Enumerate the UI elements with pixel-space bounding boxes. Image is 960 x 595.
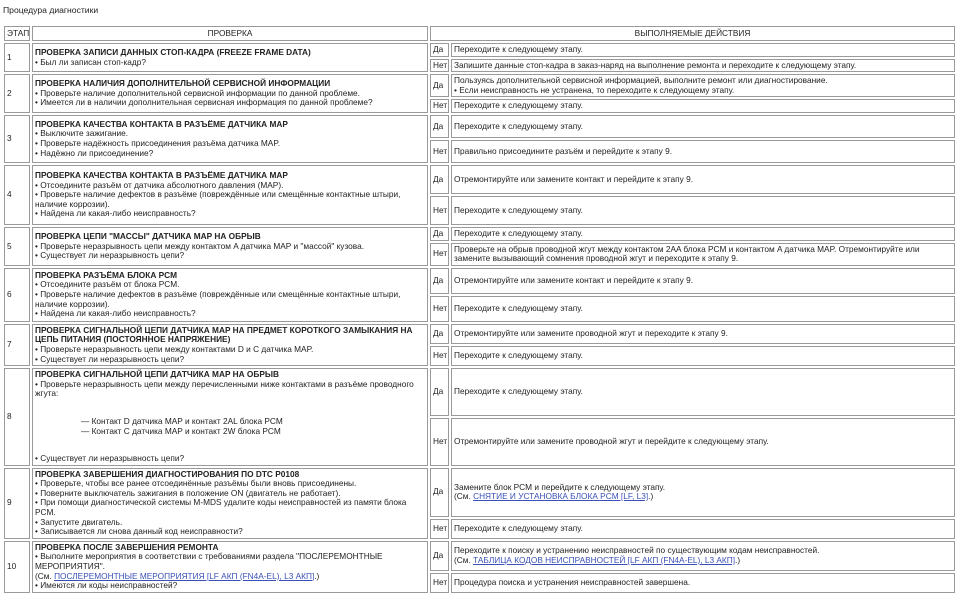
action-yes: Переходите к следующему этапу. — [451, 43, 955, 57]
action-yes-ref — [454, 492, 952, 502]
step-subline: — Контакт D датчика MAP и контакт 2AL блока PCM — [81, 415, 283, 426]
answer-no: Нет — [430, 140, 449, 163]
step-number: 7 — [4, 324, 30, 366]
step-line: • Отсоедините разъём от датчика абсолютного давления (MAP). — [35, 181, 425, 191]
answer-yes: Да — [430, 43, 449, 57]
step-heading: ПРОВЕРКА КАЧЕСТВА КОНТАКТА В РАЗЪЁМЕ ДАТЧИКА MAP — [35, 118, 288, 129]
answer-no: Нет — [430, 573, 449, 593]
action-no: Проверьте на обрыв проводной жгут между контактом 2AA блока PCM и контактом A датчика MAP. Отремонтируйте или замените вызывающий сомнения проводной жгут и переходите к этапу 9. — [451, 243, 955, 266]
action-no: Переходите к следующему этапу. — [451, 296, 955, 322]
step-line: • Надёжно ли присоединение? — [35, 149, 425, 159]
table-row — [4, 227, 955, 241]
action-no: Переходите к следующему этапу. — [451, 196, 955, 225]
step-check — [32, 368, 428, 466]
step-line: • Проверьте наличие дефектов в разъёме (повреждённые или смещённые контактные штыри, наличие коррозии). — [35, 190, 425, 209]
step-check — [32, 74, 428, 113]
step-line: • Существует ли неразрывность цепи? — [35, 355, 425, 365]
step-line: • При помощи диагностической системы M-MDS удалите коды неисправностей из памяти блока PCM. — [35, 498, 425, 517]
table-header-row — [4, 26, 955, 41]
step-number: 2 — [4, 74, 30, 113]
answer-yes: Да — [430, 165, 449, 194]
action-yes: Переходите к следующему этапу. — [451, 115, 955, 138]
answer-no: Нет — [430, 296, 449, 322]
step-line: • Найдена ли какая-либо неисправность? — [35, 309, 425, 319]
step-line: • Проверьте неразрывность цепи между перечисленными ниже контактами в разъёме проводного жгута: — [35, 380, 425, 399]
answer-yes: Да — [430, 268, 449, 294]
step-line: • Проверьте наличие дополнительной сервисной информации по данной проблеме. — [35, 89, 425, 99]
action-yes: Переходите к следующему этапу. — [451, 368, 955, 416]
answer-no: Нет — [430, 59, 449, 73]
step-check — [32, 268, 428, 322]
step-line: • Отсоедините разъём от блока PCM. — [35, 280, 425, 290]
step-number: 3 — [4, 115, 30, 163]
action-yes: Отремонтируйте или замените контакт и перейдите к этапу 9. — [451, 165, 955, 194]
step-number: 4 — [4, 165, 30, 225]
step-heading: ПРОВЕРКА НАЛИЧИЯ ДОПОЛНИТЕЛЬНОЙ СЕРВИСНОЙ ИНФОРМАЦИИ — [35, 78, 331, 89]
action-yes — [451, 541, 955, 571]
step-check — [32, 324, 428, 366]
table-row — [4, 368, 955, 416]
table-row — [4, 43, 955, 57]
step-number: 10 — [4, 541, 30, 593]
step-check — [32, 165, 428, 225]
table-row — [4, 74, 955, 97]
ref-prefix: (См. — [454, 491, 474, 502]
step-line: • Проверьте надёжность присоединения разъёма датчика MAP. — [35, 139, 425, 149]
step-line: • Существует ли неразрывность цепи? — [35, 454, 425, 464]
step-line: • Проверьте неразрывность цепи между контактом A датчика MAP и "массой" кузова. — [35, 242, 425, 252]
step-number: 6 — [4, 268, 30, 322]
step-line: • Имеются ли коды неисправностей? — [35, 581, 425, 591]
action-yes — [451, 468, 955, 517]
step-check — [32, 468, 428, 539]
post-repair-link[interactable]: ПОСЛЕРЕМОНТНЫЕ МЕРОПРИЯТИЯ [LF АКП (FN4A-EL), L3 АКП] — [54, 570, 315, 581]
step-heading: ПРОВЕРКА СИГНАЛЬНОЙ ЦЕПИ ДАТЧИКА MAP НА ПРЕДМЕТ КОРОТКОГО ЗАМЫКАНИЯ НА ЦЕПЬ ПИТАНИЯ (ПОСТОЯННОЕ НАПРЯЖЕНИЕ) — [35, 324, 413, 345]
action-no: Процедура поиска и устранения неисправностей завершена. — [451, 573, 955, 593]
answer-yes: Да — [430, 74, 449, 97]
step-line: • Поверните выключатель зажигания в положение ON (двигатель не работает). — [35, 489, 425, 499]
step-line: • Проверьте, чтобы все ранее отсоединённые разъёмы были вновь присоединены. — [35, 479, 425, 489]
answer-no: Нет — [430, 346, 449, 366]
step-line: • Выключите зажигание. — [35, 129, 425, 139]
ref-suffix: .) — [648, 491, 654, 502]
answer-no: Нет — [430, 243, 449, 266]
step-check — [32, 541, 428, 593]
answer-yes: Да — [430, 468, 449, 517]
step-heading: ПРОВЕРКА ПОСЛЕ ЗАВЕРШЕНИЯ РЕМОНТА — [35, 541, 219, 552]
header-check: ПРОВЕРКА — [32, 26, 428, 41]
step-check — [32, 115, 428, 163]
step-heading: ПРОВЕРКА РАЗЪЁМА БЛОКА PCM — [35, 269, 178, 280]
action-yes: Переходите к следующему этапу. — [451, 227, 955, 241]
answer-yes: Да — [430, 541, 449, 571]
step-line: • Найдена ли какая-либо неисправность? — [35, 209, 425, 219]
step-line: • Был ли записан стоп-кадр? — [35, 58, 425, 68]
action-no: Отремонтируйте или замените проводной жгут и перейдите к следующему этапу. — [451, 418, 955, 466]
diagnostic-table — [2, 24, 957, 595]
step-line: • Проверьте неразрывность цепи между контактами D и C датчика MAP. — [35, 345, 425, 355]
pcm-replace-link[interactable]: СНЯТИЕ И УСТАНОВКА БЛОКА PCM [LF, L3] — [473, 491, 649, 502]
action-no: Переходите к следующему этапу. — [451, 519, 955, 539]
step-line: • Существует ли неразрывность цепи? — [35, 251, 425, 261]
action-yes-text: Замените блок PCM и перейдите к следующему этапу. — [454, 481, 666, 492]
table-row — [4, 115, 955, 138]
step-number: 5 — [4, 227, 30, 266]
step-subline: — Контакт C датчика MAP и контакт 2W блока PCM — [81, 425, 281, 436]
table-row — [4, 468, 955, 517]
answer-no: Нет — [430, 519, 449, 539]
step-heading: ПРОВЕРКА ЦЕПИ "МАССЫ" ДАТЧИКА MAP НА ОБРЫВ — [35, 230, 261, 241]
ref-prefix: (См. — [454, 554, 474, 565]
answer-yes: Да — [430, 324, 449, 344]
answer-no: Нет — [430, 99, 449, 113]
header-actions: ВЫПОЛНЯЕМЫЕ ДЕЙСТВИЯ — [430, 26, 955, 41]
step-number: 1 — [4, 43, 30, 72]
action-no: Переходите к следующему этапу. — [451, 99, 955, 113]
answer-yes: Да — [430, 115, 449, 138]
answer-no: Нет — [430, 418, 449, 466]
step-heading: ПРОВЕРКА ЗАПИСИ ДАННЫХ СТОП-КАДРА (FREEZE FRAME DATA) — [35, 47, 311, 57]
ref-prefix: (См. — [35, 570, 55, 581]
step-check — [32, 43, 428, 72]
action-yes — [451, 74, 955, 97]
ref-suffix: .) — [735, 554, 741, 565]
table-row — [4, 165, 955, 194]
table-row — [4, 268, 955, 294]
page-title: Процедура диагностики — [3, 5, 99, 15]
action-no: Правильно присоедините разъём и перейдите к этапу 9. — [451, 140, 955, 163]
action-yes: Отремонтируйте или замените контакт и перейдите к этапу 9. — [451, 268, 955, 294]
answer-yes: Да — [430, 368, 449, 416]
answer-yes: Да — [430, 227, 449, 241]
table-row — [4, 541, 955, 571]
dtc-table-link[interactable]: ТАБЛИЦА КОДОВ НЕИСПРАВНОСТЕЙ [LF АКП (FN4A-EL), L3 АКП] — [473, 554, 736, 565]
step-number: 9 — [4, 468, 30, 539]
action-yes: Отремонтируйте или замените проводной жгут и переходите к этапу 9. — [451, 324, 955, 344]
ref-suffix: .) — [314, 570, 320, 581]
action-no: Переходите к следующему этапу. — [451, 346, 955, 366]
answer-no: Нет — [430, 196, 449, 225]
step-line: • Проверьте наличие дефектов в разъёме (повреждённые или смещённые контактные штыри, наличие коррозии). — [35, 290, 425, 309]
step-line: • Запустите двигатель. — [35, 518, 425, 528]
step-line: • Выполните мероприятия в соответствии с требованиями раздела "ПОСЛЕРЕМОНТНЫЕ МЕРОПРИЯТИЯ". — [35, 552, 425, 571]
action-yes-text: Переходите к поиску и устранению неисправностей по существующим кодам неисправностей. — [454, 545, 820, 556]
header-stage: ЭТАП — [4, 26, 30, 41]
action-yes-ref — [454, 556, 952, 566]
step-heading: ПРОВЕРКА ЗАВЕРШЕНИЯ ДИАГНОСТИРОВАНИЯ ПО DTC P0108 — [35, 468, 300, 479]
step-number: 8 — [4, 368, 30, 466]
step-check — [32, 227, 428, 266]
step-heading: ПРОВЕРКА КАЧЕСТВА КОНТАКТА В РАЗЪЁМЕ ДАТЧИКА MAP — [35, 169, 288, 180]
step-line: • Записывается ли снова данный код неисправности? — [35, 527, 425, 537]
step-line: • Имеется ли в наличии дополнительная сервисная информация по данной проблеме? — [35, 98, 425, 108]
action-no: Запишите данные стоп-кадра в заказ-наряд на выполнение ремонта и переходите к следующему этапу. — [451, 59, 955, 73]
step-heading: ПРОВЕРКА СИГНАЛЬНОЙ ЦЕПИ ДАТЧИКА MAP НА ОБРЫВ — [35, 369, 279, 380]
action-yes-note: • Если неисправность не устранена, то переходите к следующему этапу. — [454, 86, 952, 96]
action-yes-text: Пользуясь дополнительной сервисной информацией, выполните ремонт или диагностирование. — [454, 75, 828, 86]
table-row — [4, 324, 955, 344]
step-ref — [35, 572, 425, 582]
